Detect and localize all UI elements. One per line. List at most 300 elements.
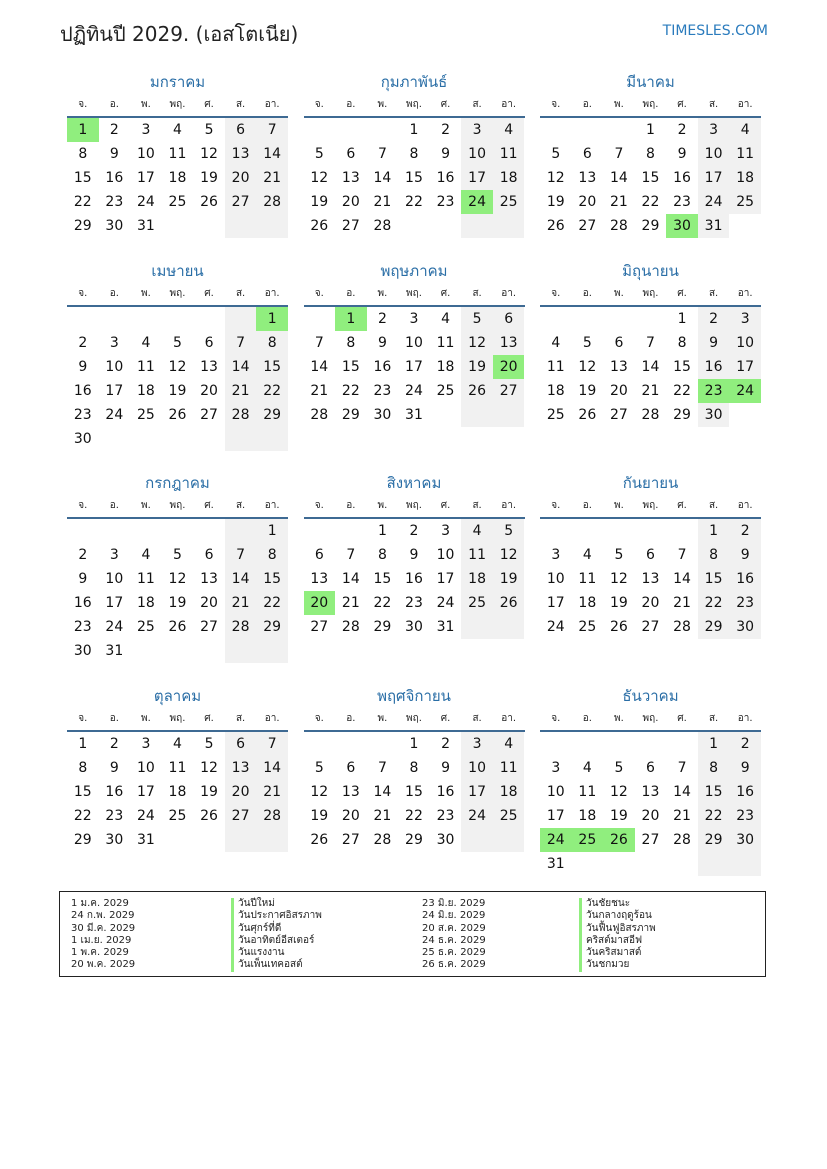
day-cell[interactable]: 17 (698, 166, 730, 190)
day-cell[interactable]: 11 (136, 359, 155, 375)
day-cell[interactable]: 26 (493, 591, 525, 615)
day-cell[interactable]: 3 (551, 760, 561, 776)
day-cell[interactable]: 22 (405, 194, 423, 210)
day-cell[interactable]: 28 (341, 619, 360, 635)
day-cell[interactable]: 30 (729, 615, 761, 639)
day-cell[interactable]: 1 (646, 122, 655, 138)
day-cell[interactable]: 29 (698, 615, 730, 639)
day-cell[interactable]: 16 (105, 784, 124, 800)
day-cell[interactable]: 5 (551, 146, 561, 162)
day-cell[interactable]: 18 (493, 780, 525, 804)
day-cell[interactable]: 6 (646, 760, 655, 776)
day-cell[interactable]: 27 (225, 190, 257, 214)
day-cell[interactable]: 7 (646, 335, 655, 351)
day-cell[interactable]: 19 (168, 595, 187, 611)
day-cell[interactable]: 20 (200, 383, 218, 399)
day-cell[interactable]: 3 (461, 732, 493, 756)
day-cell[interactable]: 11 (493, 756, 525, 780)
day-cell[interactable]: 22 (405, 808, 423, 824)
day-cell[interactable]: 11 (168, 760, 187, 776)
day-cell[interactable]: 1 (377, 523, 387, 539)
holiday-day-cell[interactable]: 24 (729, 379, 761, 403)
day-cell[interactable]: 14 (373, 784, 392, 800)
day-cell[interactable]: 9 (377, 335, 387, 351)
day-cell[interactable]: 26 (168, 407, 187, 423)
day-cell[interactable]: 26 (200, 808, 218, 824)
day-cell[interactable]: 16 (698, 355, 730, 379)
day-cell[interactable]: 29 (256, 403, 288, 427)
day-cell[interactable]: 21 (225, 379, 257, 403)
day-cell[interactable]: 21 (310, 383, 329, 399)
day-cell[interactable]: 1 (698, 732, 730, 756)
day-cell[interactable]: 2 (698, 307, 730, 331)
day-cell[interactable]: 4 (141, 335, 151, 351)
day-cell[interactable]: 13 (341, 784, 360, 800)
day-cell[interactable]: 22 (73, 808, 92, 824)
day-cell[interactable]: 20 (641, 595, 660, 611)
day-cell[interactable]: 29 (641, 218, 660, 234)
day-cell[interactable]: 27 (341, 218, 360, 234)
day-cell[interactable]: 11 (493, 142, 525, 166)
day-cell[interactable]: 19 (609, 808, 628, 824)
day-cell[interactable]: 27 (493, 379, 525, 403)
day-cell[interactable]: 20 (641, 808, 660, 824)
holiday-day-cell[interactable]: 24 (461, 190, 493, 214)
day-cell[interactable]: 23 (436, 194, 455, 210)
day-cell[interactable]: 14 (609, 170, 628, 186)
day-cell[interactable]: 14 (641, 359, 660, 375)
day-cell[interactable]: 4 (551, 335, 561, 351)
day-cell[interactable]: 22 (373, 595, 392, 611)
day-cell[interactable]: 3 (461, 118, 493, 142)
day-cell[interactable]: 6 (614, 335, 624, 351)
day-cell[interactable]: 16 (673, 170, 691, 186)
day-cell[interactable]: 24 (698, 190, 730, 214)
day-cell[interactable]: 13 (225, 142, 257, 166)
day-cell[interactable]: 6 (204, 335, 214, 351)
day-cell[interactable]: 1 (256, 519, 288, 543)
day-cell[interactable]: 11 (136, 571, 155, 587)
day-cell[interactable]: 7 (256, 732, 288, 756)
day-cell[interactable]: 16 (729, 780, 761, 804)
day-cell[interactable]: 2 (729, 519, 761, 543)
day-cell[interactable]: 16 (105, 170, 124, 186)
day-cell[interactable]: 18 (168, 784, 187, 800)
day-cell[interactable]: 25 (136, 619, 155, 635)
holiday-day-cell[interactable]: 20 (304, 591, 336, 615)
day-cell[interactable]: 12 (609, 784, 628, 800)
day-cell[interactable]: 5 (461, 307, 493, 331)
day-cell[interactable]: 22 (341, 383, 360, 399)
day-cell[interactable]: 8 (409, 760, 419, 776)
day-cell[interactable]: 14 (341, 571, 360, 587)
day-cell[interactable]: 21 (673, 595, 691, 611)
day-cell[interactable]: 20 (225, 166, 257, 190)
day-cell[interactable]: 6 (225, 732, 257, 756)
day-cell[interactable]: 23 (105, 808, 124, 824)
day-cell[interactable]: 12 (200, 146, 218, 162)
day-cell[interactable]: 24 (105, 619, 124, 635)
day-cell[interactable]: 21 (641, 383, 660, 399)
day-cell[interactable]: 24 (136, 808, 155, 824)
day-cell[interactable]: 14 (310, 359, 329, 375)
day-cell[interactable]: 9 (729, 543, 761, 567)
day-cell[interactable]: 18 (546, 383, 565, 399)
day-cell[interactable]: 6 (582, 146, 592, 162)
day-cell[interactable]: 16 (73, 595, 92, 611)
day-cell[interactable]: 30 (105, 218, 124, 234)
day-cell[interactable]: 11 (168, 146, 187, 162)
day-cell[interactable]: 17 (136, 784, 155, 800)
day-cell[interactable]: 29 (405, 832, 423, 848)
day-cell[interactable]: 10 (546, 571, 565, 587)
day-cell[interactable]: 8 (646, 146, 655, 162)
day-cell[interactable]: 18 (493, 166, 525, 190)
day-cell[interactable]: 28 (225, 403, 257, 427)
day-cell[interactable]: 20 (341, 808, 360, 824)
day-cell[interactable]: 8 (698, 756, 730, 780)
holiday-day-cell[interactable]: 23 (698, 379, 730, 403)
day-cell[interactable]: 18 (729, 166, 761, 190)
day-cell[interactable]: 31 (105, 643, 124, 659)
day-cell[interactable]: 19 (200, 784, 218, 800)
day-cell[interactable]: 13 (200, 571, 218, 587)
day-cell[interactable]: 20 (200, 595, 218, 611)
day-cell[interactable]: 12 (310, 784, 329, 800)
day-cell[interactable]: 23 (73, 619, 92, 635)
day-cell[interactable]: 25 (168, 808, 187, 824)
day-cell[interactable]: 25 (578, 619, 597, 635)
day-cell[interactable]: 12 (546, 170, 565, 186)
day-cell[interactable]: 26 (578, 407, 597, 423)
day-cell[interactable]: 14 (373, 170, 392, 186)
day-cell[interactable]: 29 (341, 407, 360, 423)
day-cell[interactable]: 27 (641, 619, 660, 635)
day-cell[interactable]: 1 (698, 519, 730, 543)
day-cell[interactable]: 23 (729, 591, 761, 615)
day-cell[interactable]: 9 (78, 359, 88, 375)
holiday-day-cell[interactable]: 1 (256, 307, 288, 331)
day-cell[interactable]: 31 (546, 856, 565, 872)
day-cell[interactable]: 25 (546, 407, 565, 423)
day-cell[interactable]: 29 (673, 407, 691, 423)
day-cell[interactable]: 18 (578, 595, 597, 611)
day-cell[interactable]: 15 (256, 355, 288, 379)
day-cell[interactable]: 17 (105, 595, 124, 611)
day-cell[interactable]: 25 (461, 591, 493, 615)
day-cell[interactable]: 4 (141, 547, 151, 563)
day-cell[interactable]: 8 (78, 146, 88, 162)
day-cell[interactable]: 9 (698, 331, 730, 355)
day-cell[interactable]: 24 (461, 804, 493, 828)
day-cell[interactable]: 16 (436, 170, 455, 186)
day-cell[interactable]: 19 (461, 355, 493, 379)
day-cell[interactable]: 9 (729, 756, 761, 780)
day-cell[interactable]: 10 (136, 760, 155, 776)
day-cell[interactable]: 15 (373, 571, 392, 587)
day-cell[interactable]: 27 (200, 619, 218, 635)
day-cell[interactable]: 30 (105, 832, 124, 848)
day-cell[interactable]: 29 (73, 832, 92, 848)
day-cell[interactable]: 5 (204, 736, 214, 752)
day-cell[interactable]: 18 (136, 383, 155, 399)
day-cell[interactable]: 14 (225, 567, 257, 591)
day-cell[interactable]: 19 (310, 808, 329, 824)
day-cell[interactable]: 15 (73, 170, 92, 186)
day-cell[interactable]: 31 (136, 218, 155, 234)
day-cell[interactable]: 25 (729, 190, 761, 214)
day-cell[interactable]: 13 (225, 756, 257, 780)
day-cell[interactable]: 7 (225, 543, 257, 567)
day-cell[interactable]: 7 (677, 760, 687, 776)
day-cell[interactable]: 13 (310, 571, 329, 587)
day-cell[interactable]: 31 (405, 407, 423, 423)
day-cell[interactable]: 8 (377, 547, 387, 563)
day-cell[interactable]: 15 (673, 359, 691, 375)
day-cell[interactable]: 1 (409, 736, 419, 752)
day-cell[interactable]: 25 (168, 194, 187, 210)
day-cell[interactable]: 22 (698, 804, 730, 828)
day-cell[interactable]: 5 (204, 122, 214, 138)
day-cell[interactable]: 11 (578, 784, 597, 800)
day-cell[interactable]: 20 (609, 383, 628, 399)
day-cell[interactable]: 24 (136, 194, 155, 210)
holiday-day-cell[interactable]: 26 (603, 828, 635, 852)
day-cell[interactable]: 3 (141, 736, 151, 752)
day-cell[interactable]: 24 (546, 619, 565, 635)
day-cell[interactable]: 17 (461, 166, 493, 190)
day-cell[interactable]: 15 (256, 567, 288, 591)
day-cell[interactable]: 19 (609, 595, 628, 611)
day-cell[interactable]: 22 (673, 383, 691, 399)
day-cell[interactable]: 15 (405, 170, 423, 186)
day-cell[interactable]: 17 (105, 383, 124, 399)
day-cell[interactable]: 26 (310, 832, 329, 848)
day-cell[interactable]: 13 (641, 571, 660, 587)
day-cell[interactable]: 28 (673, 619, 691, 635)
day-cell[interactable]: 4 (729, 118, 761, 142)
day-cell[interactable]: 16 (436, 784, 455, 800)
day-cell[interactable]: 23 (436, 808, 455, 824)
day-cell[interactable]: 20 (225, 780, 257, 804)
day-cell[interactable]: 6 (346, 760, 356, 776)
day-cell[interactable]: 22 (73, 194, 92, 210)
day-cell[interactable]: 24 (405, 383, 423, 399)
day-cell[interactable]: 26 (546, 218, 565, 234)
day-cell[interactable]: 4 (461, 519, 493, 543)
day-cell[interactable]: 27 (578, 218, 597, 234)
day-cell[interactable]: 24 (436, 595, 455, 611)
day-cell[interactable]: 13 (609, 359, 628, 375)
day-cell[interactable]: 1 (677, 311, 687, 327)
day-cell[interactable]: 25 (436, 383, 455, 399)
day-cell[interactable]: 2 (729, 732, 761, 756)
day-cell[interactable]: 5 (314, 760, 324, 776)
day-cell[interactable]: 9 (78, 571, 88, 587)
day-cell[interactable]: 14 (256, 756, 288, 780)
day-cell[interactable]: 12 (493, 543, 525, 567)
day-cell[interactable]: 4 (582, 760, 592, 776)
day-cell[interactable]: 18 (136, 595, 155, 611)
day-cell[interactable]: 10 (461, 756, 493, 780)
day-cell[interactable]: 12 (168, 571, 187, 587)
day-cell[interactable]: 25 (493, 190, 525, 214)
day-cell[interactable]: 5 (614, 547, 624, 563)
day-cell[interactable]: 30 (436, 832, 455, 848)
holiday-day-cell[interactable]: 25 (572, 828, 604, 852)
day-cell[interactable]: 2 (441, 736, 450, 752)
day-cell[interactable]: 6 (646, 547, 655, 563)
day-cell[interactable]: 23 (729, 804, 761, 828)
day-cell[interactable]: 7 (225, 331, 257, 355)
day-cell[interactable]: 31 (698, 214, 730, 238)
day-cell[interactable]: 5 (314, 146, 324, 162)
day-cell[interactable]: 30 (73, 431, 92, 447)
day-cell[interactable]: 17 (136, 170, 155, 186)
day-cell[interactable]: 29 (373, 619, 392, 635)
site-link[interactable]: TIMESLES.COM (662, 23, 768, 39)
day-cell[interactable]: 4 (493, 118, 525, 142)
day-cell[interactable]: 23 (405, 595, 423, 611)
day-cell[interactable]: 11 (578, 571, 597, 587)
day-cell[interactable]: 18 (436, 359, 455, 375)
day-cell[interactable]: 24 (105, 407, 124, 423)
day-cell[interactable]: 26 (609, 619, 628, 635)
day-cell[interactable]: 26 (461, 379, 493, 403)
day-cell[interactable]: 29 (73, 218, 92, 234)
day-cell[interactable]: 10 (405, 335, 423, 351)
day-cell[interactable]: 2 (377, 311, 387, 327)
day-cell[interactable]: 7 (677, 547, 687, 563)
day-cell[interactable]: 18 (168, 170, 187, 186)
day-cell[interactable]: 4 (173, 736, 182, 752)
day-cell[interactable]: 2 (409, 523, 419, 539)
holiday-day-cell[interactable]: 24 (540, 828, 572, 852)
day-cell[interactable]: 4 (582, 547, 592, 563)
day-cell[interactable]: 8 (256, 331, 288, 355)
day-cell[interactable]: 2 (677, 122, 687, 138)
day-cell[interactable]: 25 (136, 407, 155, 423)
day-cell[interactable]: 12 (461, 331, 493, 355)
day-cell[interactable]: 29 (256, 615, 288, 639)
day-cell[interactable]: 21 (373, 808, 392, 824)
day-cell[interactable]: 29 (698, 828, 730, 852)
day-cell[interactable]: 21 (609, 194, 628, 210)
day-cell[interactable]: 30 (729, 828, 761, 852)
day-cell[interactable]: 17 (729, 355, 761, 379)
day-cell[interactable]: 17 (546, 808, 565, 824)
day-cell[interactable]: 19 (493, 567, 525, 591)
day-cell[interactable]: 14 (225, 355, 257, 379)
day-cell[interactable]: 20 (341, 194, 360, 210)
day-cell[interactable]: 3 (409, 311, 419, 327)
day-cell[interactable]: 23 (673, 194, 691, 210)
day-cell[interactable]: 5 (614, 760, 624, 776)
day-cell[interactable]: 28 (225, 615, 257, 639)
day-cell[interactable]: 8 (409, 146, 419, 162)
day-cell[interactable]: 5 (173, 547, 182, 563)
day-cell[interactable]: 3 (698, 118, 730, 142)
day-cell[interactable]: 3 (729, 307, 761, 331)
day-cell[interactable]: 17 (461, 780, 493, 804)
day-cell[interactable]: 6 (204, 547, 214, 563)
day-cell[interactable]: 5 (173, 335, 182, 351)
day-cell[interactable]: 8 (346, 335, 356, 351)
day-cell[interactable]: 27 (200, 407, 218, 423)
day-cell[interactable]: 17 (436, 571, 455, 587)
day-cell[interactable]: 19 (578, 383, 597, 399)
day-cell[interactable]: 9 (441, 760, 450, 776)
day-cell[interactable]: 26 (310, 218, 329, 234)
holiday-day-cell[interactable]: 30 (666, 214, 698, 238)
day-cell[interactable]: 10 (729, 331, 761, 355)
day-cell[interactable]: 27 (310, 619, 329, 635)
day-cell[interactable]: 2 (78, 547, 88, 563)
day-cell[interactable]: 16 (729, 567, 761, 591)
holiday-day-cell[interactable]: 1 (67, 118, 99, 142)
day-cell[interactable]: 9 (109, 760, 119, 776)
day-cell[interactable]: 28 (641, 407, 660, 423)
day-cell[interactable]: 30 (405, 619, 423, 635)
day-cell[interactable]: 6 (346, 146, 356, 162)
day-cell[interactable]: 13 (493, 331, 525, 355)
day-cell[interactable]: 9 (109, 146, 119, 162)
day-cell[interactable]: 8 (677, 335, 687, 351)
day-cell[interactable]: 7 (314, 335, 324, 351)
day-cell[interactable]: 6 (493, 307, 525, 331)
day-cell[interactable]: 16 (73, 383, 92, 399)
day-cell[interactable]: 15 (641, 170, 660, 186)
day-cell[interactable]: 26 (200, 194, 218, 210)
day-cell[interactable]: 25 (493, 804, 525, 828)
day-cell[interactable]: 22 (256, 379, 288, 403)
day-cell[interactable]: 1 (409, 122, 419, 138)
day-cell[interactable]: 10 (698, 142, 730, 166)
day-cell[interactable]: 28 (373, 832, 392, 848)
day-cell[interactable]: 15 (405, 784, 423, 800)
holiday-day-cell[interactable]: 20 (493, 355, 525, 379)
day-cell[interactable]: 21 (225, 591, 257, 615)
day-cell[interactable]: 22 (698, 591, 730, 615)
day-cell[interactable]: 11 (461, 543, 493, 567)
day-cell[interactable]: 10 (136, 146, 155, 162)
day-cell[interactable]: 12 (200, 760, 218, 776)
day-cell[interactable]: 13 (341, 170, 360, 186)
day-cell[interactable]: 11 (436, 335, 455, 351)
day-cell[interactable]: 2 (109, 736, 119, 752)
day-cell[interactable]: 2 (78, 335, 88, 351)
day-cell[interactable]: 18 (578, 808, 597, 824)
day-cell[interactable]: 3 (109, 547, 119, 563)
day-cell[interactable]: 28 (673, 832, 691, 848)
day-cell[interactable]: 15 (341, 359, 360, 375)
day-cell[interactable]: 11 (546, 359, 565, 375)
day-cell[interactable]: 14 (256, 142, 288, 166)
day-cell[interactable]: 7 (346, 547, 356, 563)
day-cell[interactable]: 19 (310, 194, 329, 210)
day-cell[interactable]: 13 (578, 170, 597, 186)
day-cell[interactable]: 2 (441, 122, 450, 138)
day-cell[interactable]: 31 (136, 832, 155, 848)
day-cell[interactable]: 17 (546, 595, 565, 611)
day-cell[interactable]: 23 (105, 194, 124, 210)
day-cell[interactable]: 9 (409, 547, 419, 563)
day-cell[interactable]: 19 (546, 194, 565, 210)
day-cell[interactable]: 12 (578, 359, 597, 375)
day-cell[interactable]: 4 (493, 732, 525, 756)
day-cell[interactable]: 30 (698, 403, 730, 427)
day-cell[interactable]: 30 (73, 643, 92, 659)
